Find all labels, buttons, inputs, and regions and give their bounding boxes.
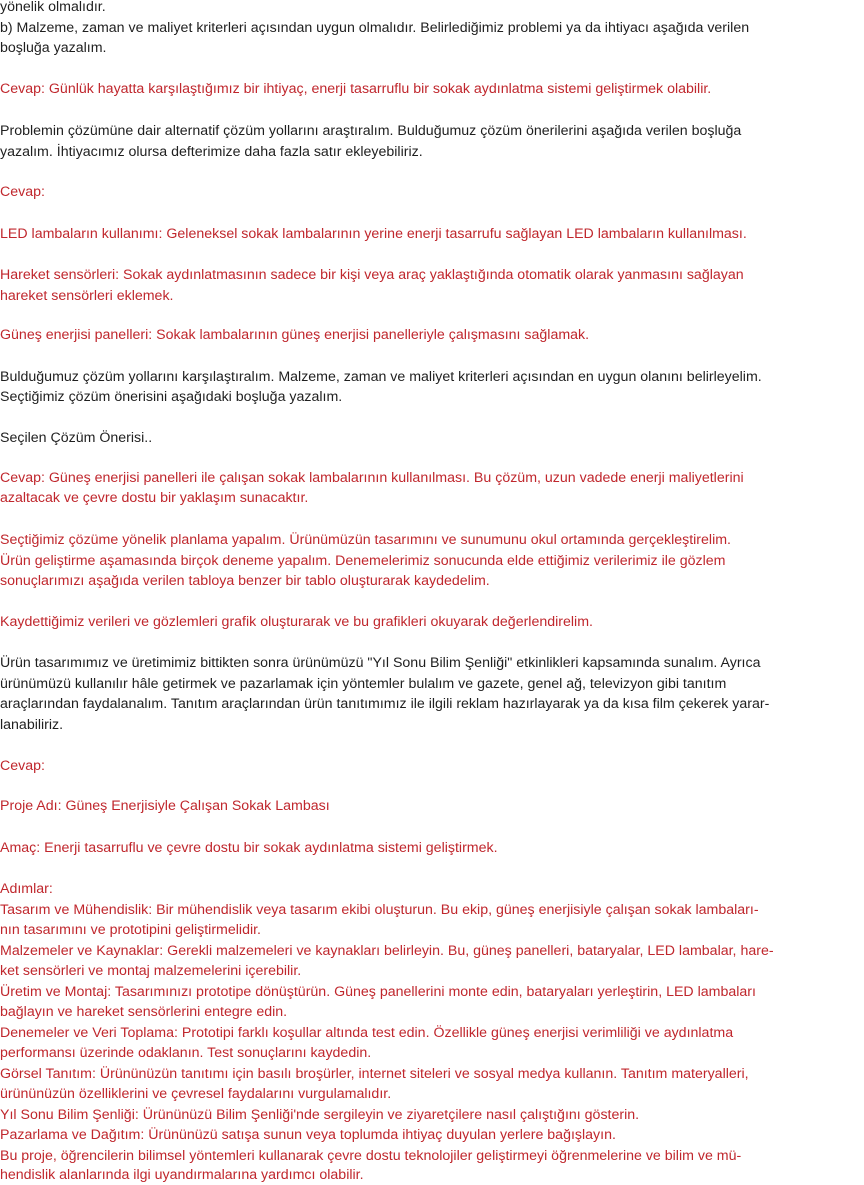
answer-line: LED lambaların kullanımı: Geleneksel sokak lambalarının yerine enerji tasarrufu sağlayan LED lambaların kullanılması. bbox=[0, 226, 747, 242]
text-line: Problemin çözümüne dair alternatif çözüm yollarını araştıralım. Bulduğumuz çözüm önerilerini aşağıda verilen boşluğa bbox=[0, 123, 742, 139]
answer-line: hareket sensörleri eklemek. bbox=[0, 288, 174, 304]
answer-line: Cevap: Günlük hayatta karşılaştığımız bir ihtiyaç, enerji tasarruflu bir sokak aydınlatma sistemi geliştirmek olabilir. bbox=[0, 81, 712, 97]
answer-line: Ürün geliştirme aşamasında birçok deneme yapalım. Denemelerimiz sonucunda elde ettiğimiz verilerimiz ile gözlem bbox=[0, 553, 726, 569]
text-line: Bulduğumuz çözüm yollarını karşılaştıralım. Malzeme, zaman ve maliyet kriterleri açısından en uygun olanını belirleyelim. bbox=[0, 369, 762, 385]
step-line: Tasarım ve Mühendislik: Bir mühendislik veya tasarım ekibi oluşturun. Bu ekip, güneş enerjisiyle çalışan sokak lambaları- bbox=[0, 902, 759, 918]
text-line: b) Malzeme, zaman ve maliyet kriterleri açısından uygun olmalıdır. Belirlediğimiz problemi ya da ihtiyacı aşağıda verilen bbox=[0, 20, 750, 36]
steps-heading: Adımlar: bbox=[0, 881, 53, 897]
answer-line: Cevap: Güneş enerjisi panelleri ile çalışan sokak lambalarının kullanılması. Bu çözüm, uzun vadede enerji maliyetlerini bbox=[0, 470, 744, 486]
text-line: yönelik olmalıdır. bbox=[0, 0, 106, 15]
step-line: performansı üzerinde odaklanın. Test sonuçlarını kaydedin. bbox=[0, 1045, 372, 1061]
text-line: Seçtiğimiz çözüm önerisini aşağıdaki boşluğa yazalım. bbox=[0, 389, 343, 405]
answer-line: azaltacak ve çevre dostu bir yaklaşım sunacaktır. bbox=[0, 490, 309, 506]
text-line: Seçilen Çözüm Önerisi.. bbox=[0, 430, 153, 446]
step-line: ürününüzün özelliklerini ve çevresel faydalarını vurgulamalıdır. bbox=[0, 1086, 392, 1102]
step-line: Görsel Tanıtım: Ürününüzün tanıtımı için basılı broşürler, internet siteleri ve sosyal medya kullanın. Tanıtım materyalleri, bbox=[0, 1066, 749, 1082]
answer-line: Güneş enerjisi panelleri: Sokak lambalarının güneş enerjisi panelleriyle çalışmasını sağlamak. bbox=[0, 327, 590, 343]
answer-line: Kaydettiğimiz verileri ve gözlemleri grafik oluşturarak ve bu grafikleri okuyarak değerlendirelim. bbox=[0, 614, 593, 630]
step-line: ket sensörleri ve montaj malzemelerini içerebilir. bbox=[0, 963, 302, 979]
step-line: Denemeler ve Veri Toplama: Prototipi farklı koşullar altında test edin. Özellikle güneş enerjisi verimliliği ve aydınlatma bbox=[0, 1025, 734, 1041]
conclusion-line: Bu proje, öğrencilerin bilimsel yöntemleri kullanarak çevre dostu teknolojiler geliştirmeyi öğrenmelerine ve bilim ve mü- bbox=[0, 1148, 742, 1164]
step-line: Pazarlama ve Dağıtım: Ürününüzü satışa sunun veya toplumda ihtiyaç duyulan yerlere bağışlayın. bbox=[0, 1127, 616, 1143]
step-line: Üretim ve Montaj: Tasarımınızı prototipe dönüştürün. Güneş panellerini monte edin, bataryaları yerleştirin, LED lambaları bbox=[0, 984, 756, 1000]
step-line: Malzemeler ve Kaynaklar: Gerekli malzemeleri ve kaynakları belirleyin. Bu, güneş panelleri, bataryalar, LED lambalar, hare- bbox=[0, 943, 774, 959]
answer-label: Cevap: bbox=[0, 758, 45, 774]
text-line: lanabiliriz. bbox=[0, 717, 64, 733]
step-line: nın tasarımını ve prototipini geliştirmelidir. bbox=[0, 922, 261, 938]
text-line: Ürün tasarımımız ve üretimimiz bittikten sonra ürünümüzü "Yıl Sonu Bilim Şenliği" etkinlikleri kapsamında sunalım. Ayrıca bbox=[0, 655, 761, 671]
answer-line: Hareket sensörleri: Sokak aydınlatmasının sadece bir kişi veya araç yaklaştığında otomatik olarak yanmasını sağlayan bbox=[0, 267, 744, 283]
text-line: yazalım. İhtiyacımız olursa defterimize daha fazla satır ekleyebiliriz. bbox=[0, 144, 423, 160]
conclusion-line: hendislik alanlarında ilgi uyandırmalarına yardımcı olabilir. bbox=[0, 1167, 364, 1183]
answer-label: Cevap: bbox=[0, 184, 45, 200]
step-line: Yıl Sonu Bilim Şenliği: Ürününüzü Bilim Şenliği'nde sergileyin ve ziyaretçilere nasıl çalıştığını gösterin. bbox=[0, 1107, 640, 1123]
project-goal: Amaç: Enerji tasarruflu ve çevre dostu bir sokak aydınlatma sistemi geliştirmek. bbox=[0, 840, 498, 856]
text-line: araçlarından faydalanalım. Tanıtım araçlarından ürün tanıtımımız ile ilgili reklam hazırlayarak ya da kısa film çekerek yarar- bbox=[0, 696, 770, 712]
step-line: bağlayın ve hareket sensörlerini entegre edin. bbox=[0, 1004, 288, 1020]
text-line: ürünümüzü kullanılır hâle getirmek ve pazarlamak için yöntemler bulalım ve gazete, genel ağ, televizyon gibi tanıtım bbox=[0, 676, 727, 692]
text-line: boşluğa yazalım. bbox=[0, 40, 107, 56]
answer-line: sonuçlarımızı aşağıda verilen tabloya benzer bir tablo oluşturarak kaydedelim. bbox=[0, 573, 490, 589]
project-name: Proje Adı: Güneş Enerjisiyle Çalışan Sokak Lambası bbox=[0, 798, 330, 814]
answer-line: Seçtiğimiz çözüme yönelik planlama yapalım. Ürünümüzün tasarımını ve sunumunu okul ortamında gerçekleştirelim. bbox=[0, 532, 731, 548]
